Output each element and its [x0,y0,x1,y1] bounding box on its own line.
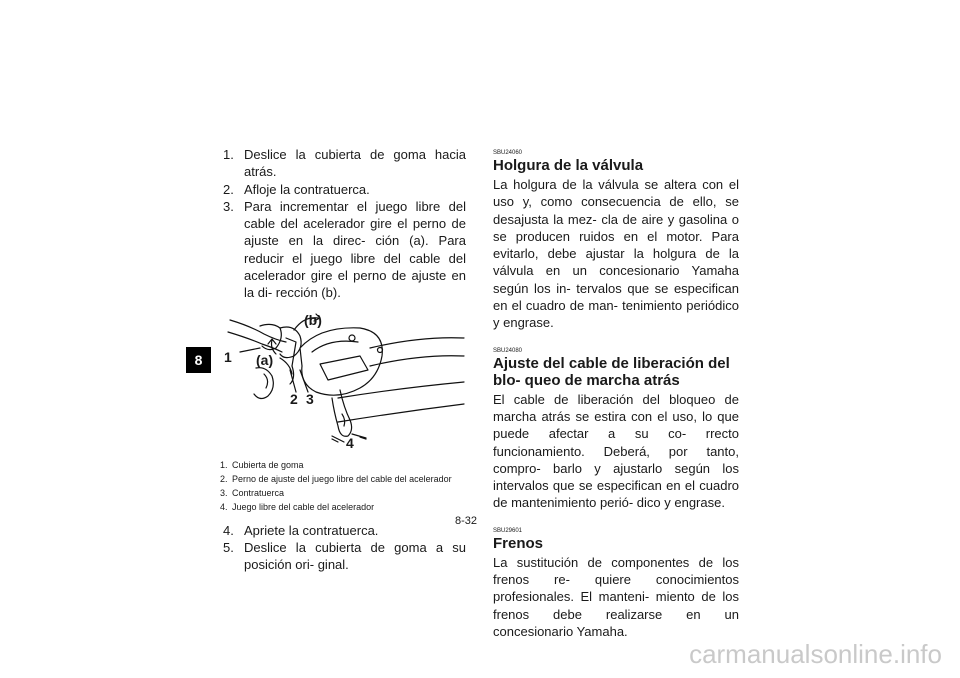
caption-item [220,472,466,486]
throttle-illustration [220,308,466,456]
caption-item [220,500,466,514]
steps-before-list [220,146,466,302]
step-item [220,146,466,181]
callout-2: 2 [290,390,298,407]
step-text: Afloje la contratuerca. [244,181,370,197]
section-code: SBU24080 [493,347,523,354]
step-text: Para incrementar el juego libre del cable del acelerador gire el perno de ajuste en la direc- ción (a). Para reducir el juego libre del cable del acelerador gire el perno de ajuste en la di- rección (b). [244,198,466,301]
step-number: 1. [223,147,234,162]
section-heading: Holgura de la válvula [493,157,644,174]
step-text: Deslice la cubierta de goma a su posición ori- ginal. [244,539,466,573]
watermark: carmanualsonline.info [689,639,942,669]
section-reverse-lock-cable [493,348,739,512]
callout-3: 3 [306,390,314,407]
right-column [493,146,739,656]
left-column [220,146,466,574]
step-item [220,539,466,574]
section-brakes [493,528,739,640]
chapter-tab: 8 [186,347,211,373]
step-text: Deslice la cubierta de goma hacia atrás. [244,147,466,180]
steps-after-list [220,522,466,574]
caption-number: 2. [220,473,228,484]
throttle-drawing [220,308,466,456]
section-heading: Ajuste del cable de liberación del blo- queo de marcha atrás [493,354,730,389]
caption-text: Cubierta de goma [232,459,304,470]
step-number: 5. [223,539,234,555]
callout-1: 1 [224,348,232,365]
caption-number: 4. [220,501,228,512]
caption-text: Perno de ajuste del juego libre del cable del acelerador [232,473,452,484]
section-body: La holgura de la válvula se altera con el uso y, como consecuencia de ello, se desajusta la mez- cla de aire y gasolina o se producen ruidos en el motor. Para evitarlo, debe ajustar la holgura de la válvula en un concesionario Yamaha según los in- tervalos que se especifican en el cuadro de man- tenimiento periódico y engrase. [493,177,739,331]
callout-b: (b) [304,311,322,328]
step-number: 3. [223,198,234,214]
section-valve-clearance [493,150,739,332]
callout-a: (a) [256,351,274,368]
step-text: Apriete la contratuerca. [244,522,379,538]
caption-number: 3. [220,487,228,498]
step-number: 4. [223,522,234,538]
section-code: SBU24060 [493,150,523,156]
caption-item [220,458,466,472]
page-number: 8-32 [455,515,478,527]
step-item [220,198,466,302]
step-item [220,181,466,198]
section-code: SBU29601 [493,527,523,534]
caption-text: Contratuerca [232,487,285,498]
section-heading: Frenos [493,534,544,552]
section-body: La sustitución de componentes de los frenos re- quiere conocimientos profesionales. El manteni- miento de los frenos debe realizarse en un concesionario Yamaha. [493,554,739,639]
caption-text: Juego libre del cable del acelerador [232,501,375,512]
figure-captions [220,458,466,514]
step-item [220,522,466,539]
section-body: El cable de liberación del bloqueo de marcha atrás se estira con el uso, lo que puede afectar a su co- rrecto funcionamiento. Deberá, por tanto, compro- barlo y ajustarlo según los intervalos que se especifican en el cuadro de mantenimiento perió- dico y engrase. [493,391,739,511]
step-number: 2. [223,181,234,197]
caption-item [220,486,466,500]
caption-number: 1. [220,459,228,470]
callout-4: 4 [346,434,354,451]
